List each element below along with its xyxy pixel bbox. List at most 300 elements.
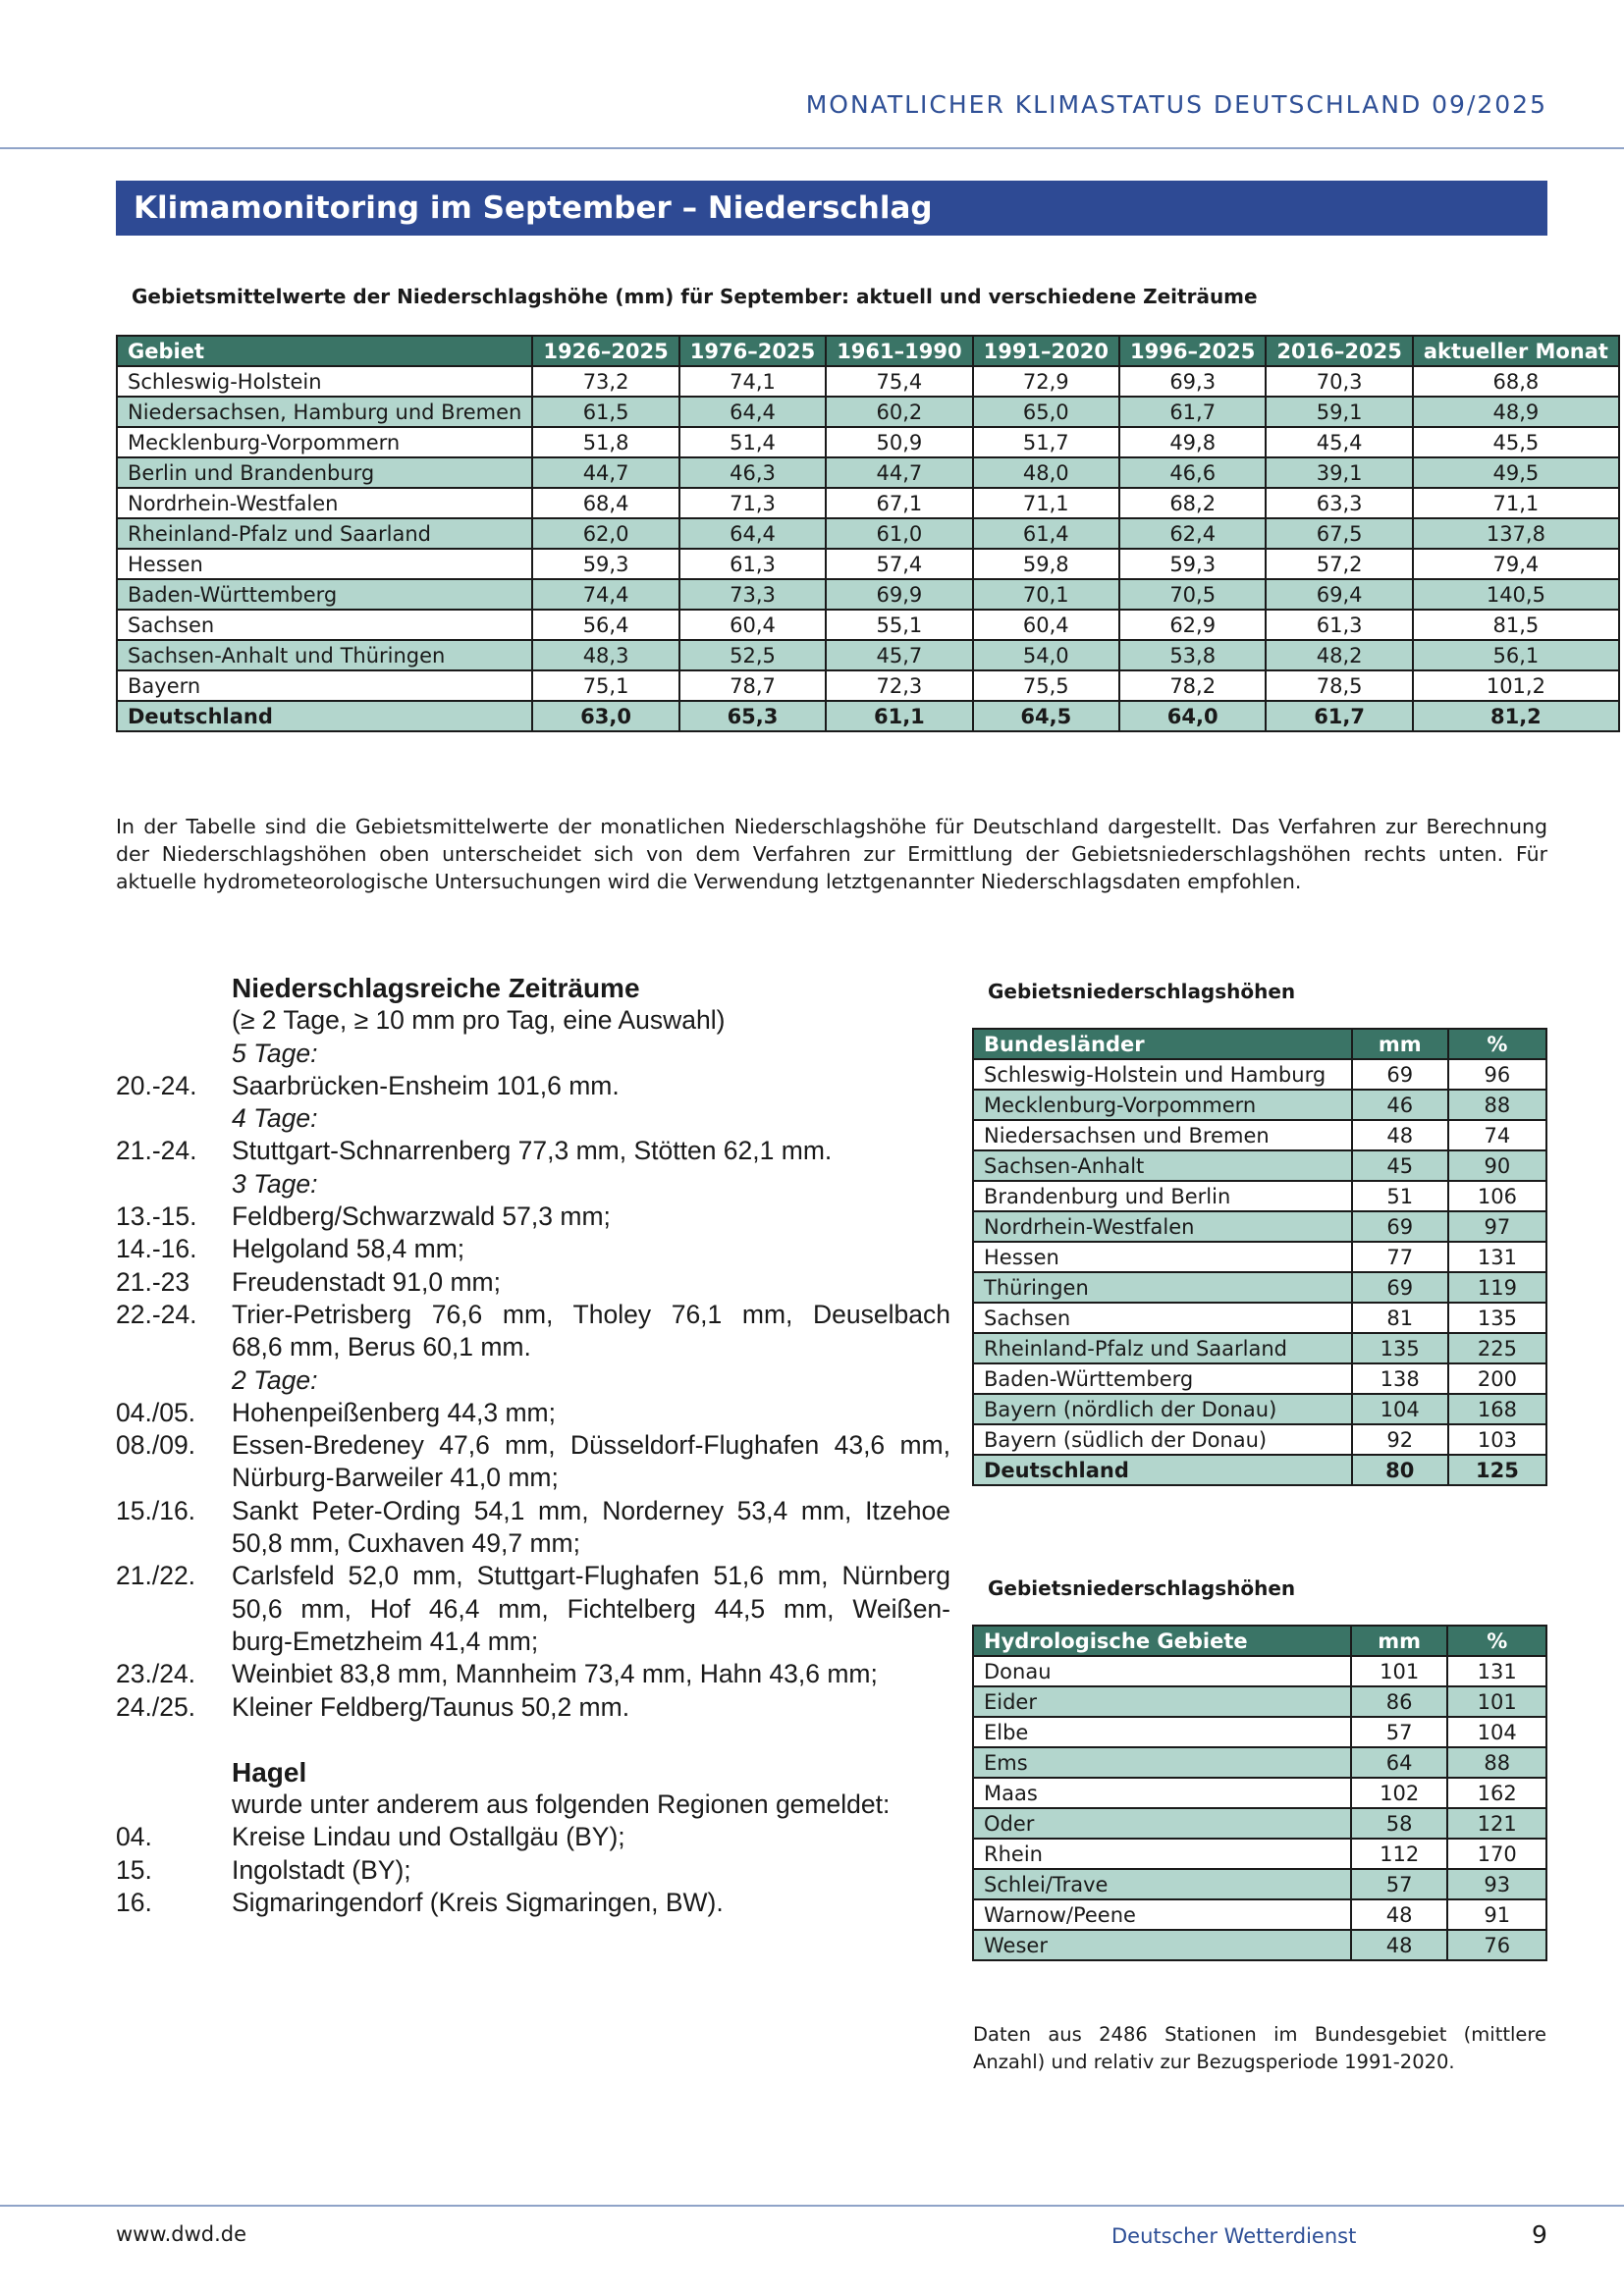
value-cell: 76 <box>1447 1930 1546 1960</box>
value-cell: 61,4 <box>973 518 1119 549</box>
table-row <box>973 1424 1546 1455</box>
table-row <box>117 579 1619 610</box>
table-row <box>973 1150 1546 1181</box>
value-cell: 78,7 <box>679 670 826 701</box>
value-cell: 48 <box>1351 1930 1448 1960</box>
organization-name: Deutscher Wetterdienst <box>1111 2224 1357 2248</box>
event-date: 21.-24. <box>116 1136 197 1166</box>
value-cell: 49,8 <box>1119 427 1266 457</box>
event-date: 15./16. <box>116 1495 196 1525</box>
table-row <box>973 1181 1546 1211</box>
total-row <box>973 1455 1546 1485</box>
federal-states-precipitation-table <box>972 1028 1547 1486</box>
event-text: Helgoland 58,4 mm; <box>232 1234 465 1264</box>
value-cell: 69,9 <box>826 579 972 610</box>
region-name-cell: Warnow/Peene <box>973 1899 1351 1930</box>
value-cell: 71,3 <box>679 488 826 518</box>
value-cell: 64,5 <box>973 701 1119 731</box>
region-name-cell: Eider <box>973 1686 1351 1717</box>
duration-label-row <box>116 1168 950 1201</box>
value-cell: 59,3 <box>1119 549 1266 579</box>
event-line <box>116 1495 950 1527</box>
value-cell: 101 <box>1447 1686 1546 1717</box>
column-header: 1991–2020 <box>973 336 1119 366</box>
value-cell: 135 <box>1448 1303 1546 1333</box>
value-cell: 162 <box>1447 1778 1546 1808</box>
value-cell: 68,4 <box>532 488 678 518</box>
region-name-cell: Niedersachsen, Hamburg und Bremen <box>117 397 532 427</box>
value-cell: 104 <box>1352 1394 1448 1424</box>
value-cell: 65,3 <box>679 701 826 731</box>
value-cell: 140,5 <box>1413 579 1619 610</box>
column-header: % <box>1447 1626 1546 1656</box>
table-row <box>117 518 1619 549</box>
column-header: aktueller Monat <box>1413 336 1619 366</box>
value-cell: 60,4 <box>679 610 826 640</box>
event-line <box>116 1429 950 1462</box>
value-cell: 48 <box>1352 1120 1448 1150</box>
value-cell: 57 <box>1351 1717 1448 1747</box>
region-name-cell: Brandenburg und Berlin <box>973 1181 1352 1211</box>
events-list <box>116 1038 950 1724</box>
event-text: Nürburg-Barweiler 41,0 mm; <box>232 1463 559 1493</box>
region-name-cell: Rhein <box>973 1839 1351 1869</box>
event-date <box>116 1331 232 1363</box>
table2-caption: Gebietsniederschlagshöhen <box>988 980 1296 1003</box>
value-cell: 86 <box>1351 1686 1448 1717</box>
footer-divider <box>0 2205 1624 2207</box>
value-cell: 64 <box>1351 1747 1448 1778</box>
value-cell: 61,7 <box>1266 701 1412 731</box>
value-cell: 39,1 <box>1266 457 1412 488</box>
value-cell: 93 <box>1447 1869 1546 1899</box>
value-cell: 59,8 <box>973 549 1119 579</box>
event-date: 23./24. <box>116 1659 196 1689</box>
region-name-cell: Schlei/Trave <box>973 1869 1351 1899</box>
value-cell: 74 <box>1448 1120 1546 1150</box>
event-date <box>116 1626 232 1658</box>
event-date: 15. <box>116 1854 152 1885</box>
event-text: Weinbiet 83,8 mm, Mannheim 73,4 mm, Hahn 43,6 mm; <box>232 1659 878 1689</box>
event-date: 24./25. <box>116 1691 196 1722</box>
table-row <box>973 1059 1546 1090</box>
table3-caption: Gebietsniederschlagshöhen <box>988 1576 1296 1600</box>
event-line <box>116 1331 950 1363</box>
region-name-cell: Schleswig-Holstein <box>117 366 532 397</box>
value-cell: 74,1 <box>679 366 826 397</box>
events-heading: Niederschlagsreiche Zeiträume <box>232 973 640 1003</box>
event-date: 14.-16. <box>116 1234 197 1264</box>
value-cell: 71,1 <box>973 488 1119 518</box>
table-row <box>973 1303 1546 1333</box>
event-text: Freudenstadt 91,0 mm; <box>232 1266 501 1297</box>
duration-label: 5 Tage: <box>232 1038 318 1068</box>
event-date: 21./22. <box>116 1561 196 1591</box>
table-row <box>973 1120 1546 1150</box>
value-cell: 131 <box>1447 1656 1546 1686</box>
table-row <box>117 670 1619 701</box>
value-cell: 68,8 <box>1413 366 1619 397</box>
value-cell: 49,5 <box>1413 457 1619 488</box>
event-text: Essen-Bredeney 47,6 mm, Düsseldorf-Flughafen 43,6 mm, <box>232 1430 950 1461</box>
event-text: Carlsfeld 52,0 mm, Stuttgart-Flughafen 51,6 mm, Nürnberg <box>232 1561 950 1591</box>
event-text: burg-Emetzheim 41,4 mm; <box>232 1626 539 1656</box>
value-cell: 119 <box>1448 1272 1546 1303</box>
table-row <box>973 1656 1546 1686</box>
event-line <box>116 1070 950 1102</box>
value-cell: 52,5 <box>679 640 826 670</box>
value-cell: 61,3 <box>1266 610 1412 640</box>
value-cell: 69,3 <box>1119 366 1266 397</box>
value-cell: 170 <box>1447 1839 1546 1869</box>
table-row <box>973 1363 1546 1394</box>
column-header: Gebiet <box>117 336 532 366</box>
duration-label-row <box>116 1038 950 1070</box>
event-date: 22.-24. <box>116 1299 197 1329</box>
data-source-note: Daten aus 2486 Stationen im Bundesgebiet (mittlere Anzahl) und relativ zur Bezugsperiode 1991-2020. <box>973 2023 1546 2073</box>
value-cell: 69 <box>1352 1272 1448 1303</box>
value-cell: 51,4 <box>679 427 826 457</box>
table-row <box>117 397 1619 427</box>
table-row <box>973 1717 1546 1747</box>
value-cell: 80 <box>1352 1455 1448 1485</box>
value-cell: 104 <box>1447 1717 1546 1747</box>
section-title: Klimamonitoring im September – Niederschlag <box>116 181 1547 236</box>
value-cell: 50,9 <box>826 427 972 457</box>
region-name-cell: Schleswig-Holstein und Hamburg <box>973 1059 1352 1090</box>
value-cell: 48 <box>1351 1899 1448 1930</box>
event-line <box>116 1397 950 1429</box>
value-cell: 59,3 <box>532 549 678 579</box>
table-explanation: In der Tabelle sind die Gebietsmittelwerte der monatlichen Niederschlagshöhe für Deutschland dargestellt. Das Verfahren zur Berechnung der Niederschlagshöhen oben unterscheidet sich von dem Verfahren zur Ermittlung der Gebietsniederschlagshöhen rechts unten. Für aktuelle hydrometeorologische Untersuchungen wird die Verwendung letztgenannter Niederschlagsdaten empfohlen. <box>116 815 1547 893</box>
value-cell: 69,4 <box>1266 579 1412 610</box>
hail-list <box>116 1821 950 1919</box>
value-cell: 72,9 <box>973 366 1119 397</box>
spacer <box>116 1102 232 1135</box>
value-cell: 81 <box>1352 1303 1448 1333</box>
column-header: % <box>1448 1029 1546 1059</box>
value-cell: 55,1 <box>826 610 972 640</box>
value-cell: 138 <box>1352 1363 1448 1394</box>
value-cell: 103 <box>1448 1424 1546 1455</box>
column-header: Bundesländer <box>973 1029 1352 1059</box>
value-cell: 46,6 <box>1119 457 1266 488</box>
region-name-cell: Deutschland <box>973 1455 1352 1485</box>
value-cell: 62,9 <box>1119 610 1266 640</box>
table-header-row <box>973 1029 1546 1059</box>
region-name-cell: Donau <box>973 1656 1351 1686</box>
precipitation-events <box>116 972 950 1919</box>
value-cell: 61,0 <box>826 518 972 549</box>
value-cell: 62,0 <box>532 518 678 549</box>
website-link[interactable]: www.dwd.de <box>116 2222 247 2246</box>
region-name-cell: Berlin und Brandenburg <box>117 457 532 488</box>
duration-label: 2 Tage: <box>232 1364 318 1395</box>
event-text: Sankt Peter-Ording 54,1 mm, Norderney 53,4 mm, Itzehoe <box>232 1495 950 1525</box>
value-cell: 48,3 <box>532 640 678 670</box>
value-cell: 67,1 <box>826 488 972 518</box>
region-name-cell: Weser <box>973 1930 1351 1960</box>
event-line <box>116 1887 950 1919</box>
event-text: Sigmaringendorf (Kreis Sigmaringen, BW). <box>232 1888 724 1918</box>
table-row <box>973 1394 1546 1424</box>
region-name-cell: Baden-Württemberg <box>973 1363 1352 1394</box>
value-cell: 44,7 <box>826 457 972 488</box>
value-cell: 135 <box>1352 1333 1448 1363</box>
value-cell: 70,5 <box>1119 579 1266 610</box>
hydrological-areas-precipitation-table <box>972 1625 1547 1961</box>
region-name-cell: Deutschland <box>117 701 532 731</box>
table-row <box>973 1839 1546 1869</box>
region-name-cell: Oder <box>973 1808 1351 1839</box>
region-name-cell: Nordrhein-Westfalen <box>973 1211 1352 1242</box>
region-name-cell: Elbe <box>973 1717 1351 1747</box>
value-cell: 131 <box>1448 1242 1546 1272</box>
event-date: 13.-15. <box>116 1201 197 1232</box>
value-cell: 61,1 <box>826 701 972 731</box>
event-line <box>116 1691 950 1724</box>
spacer <box>116 1364 232 1397</box>
region-name-cell: Thüringen <box>973 1272 1352 1303</box>
spacer <box>116 1038 232 1070</box>
value-cell: 59,1 <box>1266 397 1412 427</box>
region-name-cell: Mecklenburg-Vorpommern <box>973 1090 1352 1120</box>
event-line <box>116 1135 950 1167</box>
column-header: 2016–2025 <box>1266 336 1412 366</box>
spacer <box>116 1168 232 1201</box>
hail-heading: Hagel <box>232 1756 307 1788</box>
duration-label-row <box>116 1364 950 1397</box>
event-line <box>116 1626 950 1658</box>
value-cell: 92 <box>1352 1424 1448 1455</box>
value-cell: 121 <box>1447 1808 1546 1839</box>
event-text: 50,6 mm, Hof 46,4 mm, Fichtelberg 44,5 mm, Weißen- <box>232 1593 950 1624</box>
value-cell: 57,2 <box>1266 549 1412 579</box>
event-text: Saarbrücken-Ensheim 101,6 mm. <box>232 1070 620 1100</box>
value-cell: 79,4 <box>1413 549 1619 579</box>
region-name-cell: Bayern <box>117 670 532 701</box>
value-cell: 63,0 <box>532 701 678 731</box>
column-header: mm <box>1351 1626 1448 1656</box>
table-row <box>117 457 1619 488</box>
value-cell: 61,7 <box>1119 397 1266 427</box>
value-cell: 45,7 <box>826 640 972 670</box>
event-text: 50,8 mm, Cuxhaven 49,7 mm; <box>232 1528 580 1559</box>
value-cell: 64,0 <box>1119 701 1266 731</box>
value-cell: 57 <box>1351 1869 1448 1899</box>
value-cell: 78,5 <box>1266 670 1412 701</box>
value-cell: 75,4 <box>826 366 972 397</box>
region-name-cell: Sachsen-Anhalt <box>973 1150 1352 1181</box>
event-line <box>116 1266 950 1299</box>
region-name-cell: Mecklenburg-Vorpommern <box>117 427 532 457</box>
value-cell: 137,8 <box>1413 518 1619 549</box>
value-cell: 106 <box>1448 1181 1546 1211</box>
page-number: 9 <box>1532 2220 1547 2249</box>
value-cell: 77 <box>1352 1242 1448 1272</box>
value-cell: 45,4 <box>1266 427 1412 457</box>
table-row <box>973 1242 1546 1272</box>
region-name-cell: Sachsen-Anhalt und Thüringen <box>117 640 532 670</box>
region-name-cell: Rheinland-Pfalz und Saarland <box>973 1333 1352 1363</box>
value-cell: 225 <box>1448 1333 1546 1363</box>
value-cell: 57,4 <box>826 549 972 579</box>
table-row <box>117 488 1619 518</box>
region-name-cell: Sachsen <box>117 610 532 640</box>
table-header-row <box>117 336 1619 366</box>
duration-label-row <box>116 1102 950 1135</box>
event-date <box>116 1593 232 1626</box>
table-row <box>117 610 1619 640</box>
events-subheading: (≥ 2 Tage, ≥ 10 mm pro Tag, eine Auswahl) <box>232 1005 726 1036</box>
value-cell: 75,1 <box>532 670 678 701</box>
table-row <box>117 640 1619 670</box>
event-date: 20.-24. <box>116 1070 197 1100</box>
value-cell: 71,1 <box>1413 488 1619 518</box>
event-line <box>116 1201 950 1233</box>
event-text: Feldberg/Schwarzwald 57,3 mm; <box>232 1201 611 1232</box>
event-date: 08./09. <box>116 1430 196 1461</box>
table-row <box>973 1333 1546 1363</box>
event-text: Ingolstadt (BY); <box>232 1854 411 1885</box>
region-name-cell: Maas <box>973 1778 1351 1808</box>
table-row <box>973 1778 1546 1808</box>
value-cell: 200 <box>1448 1363 1546 1394</box>
table-row <box>973 1899 1546 1930</box>
column-header: mm <box>1352 1029 1448 1059</box>
table-row <box>117 366 1619 397</box>
value-cell: 73,3 <box>679 579 826 610</box>
value-cell: 56,4 <box>532 610 678 640</box>
value-cell: 54,0 <box>973 640 1119 670</box>
value-cell: 102 <box>1351 1778 1448 1808</box>
value-cell: 65,0 <box>973 397 1119 427</box>
value-cell: 53,8 <box>1119 640 1266 670</box>
value-cell: 101,2 <box>1413 670 1619 701</box>
hail-intro: wurde unter anderem aus folgenden Regionen gemeldet: <box>232 1789 891 1820</box>
event-line <box>116 1527 950 1560</box>
table-row <box>117 427 1619 457</box>
value-cell: 45,5 <box>1413 427 1619 457</box>
value-cell: 45 <box>1352 1150 1448 1181</box>
table1-caption: Gebietsmittelwerte der Niederschlagshöhe (mm) für September: aktuell und verschiedene Zeiträume <box>132 285 1258 308</box>
precipitation-period-table <box>116 335 1620 732</box>
table-row <box>973 1090 1546 1120</box>
event-text: Kleiner Feldberg/Taunus 50,2 mm. <box>232 1691 630 1722</box>
value-cell: 70,3 <box>1266 366 1412 397</box>
table-row <box>973 1869 1546 1899</box>
table-row <box>973 1686 1546 1717</box>
region-name-cell: Baden-Württemberg <box>117 579 532 610</box>
value-cell: 56,1 <box>1413 640 1619 670</box>
value-cell: 125 <box>1448 1455 1546 1485</box>
value-cell: 61,5 <box>532 397 678 427</box>
event-text: Trier-Petrisberg 76,6 mm, Tholey 76,1 mm, Deuselbach <box>232 1299 950 1329</box>
value-cell: 67,5 <box>1266 518 1412 549</box>
value-cell: 64,4 <box>679 397 826 427</box>
event-line <box>116 1821 950 1853</box>
table-row <box>117 549 1619 579</box>
table-row <box>973 1930 1546 1960</box>
value-cell: 72,3 <box>826 670 972 701</box>
region-name-cell: Hessen <box>973 1242 1352 1272</box>
value-cell: 48,9 <box>1413 397 1619 427</box>
value-cell: 112 <box>1351 1839 1448 1869</box>
region-name-cell: Bayern (südlich der Donau) <box>973 1424 1352 1455</box>
value-cell: 61,3 <box>679 549 826 579</box>
value-cell: 51,7 <box>973 427 1119 457</box>
region-name-cell: Nordrhein-Westfalen <box>117 488 532 518</box>
region-name-cell: Rheinland-Pfalz und Saarland <box>117 518 532 549</box>
value-cell: 51,8 <box>532 427 678 457</box>
event-text: Kreise Lindau und Ostallgäu (BY); <box>232 1822 625 1852</box>
value-cell: 58 <box>1351 1808 1448 1839</box>
region-name-cell: Ems <box>973 1747 1351 1778</box>
event-text: Stuttgart-Schnarrenberg 77,3 mm, Stötten 62,1 mm. <box>232 1136 833 1166</box>
value-cell: 88 <box>1447 1747 1546 1778</box>
value-cell: 51 <box>1352 1181 1448 1211</box>
value-cell: 48,0 <box>973 457 1119 488</box>
column-header: Hydrologische Gebiete <box>973 1626 1351 1656</box>
region-name-cell: Hessen <box>117 549 532 579</box>
document-header-title: MONATLICHER KLIMASTATUS DEUTSCHLAND 09/2025 <box>805 90 1547 119</box>
table-row <box>973 1747 1546 1778</box>
event-text: 68,6 mm, Berus 60,1 mm. <box>232 1332 531 1362</box>
value-cell: 81,5 <box>1413 610 1619 640</box>
value-cell: 69 <box>1352 1211 1448 1242</box>
event-date: 21.-23 <box>116 1266 190 1297</box>
value-cell: 46 <box>1352 1090 1448 1120</box>
event-line <box>116 1658 950 1690</box>
value-cell: 96 <box>1448 1059 1546 1090</box>
event-line <box>116 1299 950 1331</box>
column-header: 1976–2025 <box>679 336 826 366</box>
event-text: Hohenpeißenberg 44,3 mm; <box>232 1397 556 1427</box>
event-date: 04./05. <box>116 1397 196 1427</box>
value-cell: 68,2 <box>1119 488 1266 518</box>
event-date: 16. <box>116 1888 152 1918</box>
table-row <box>973 1211 1546 1242</box>
value-cell: 63,3 <box>1266 488 1412 518</box>
value-cell: 62,4 <box>1119 518 1266 549</box>
value-cell: 101 <box>1351 1656 1448 1686</box>
column-header: 1996–2025 <box>1119 336 1266 366</box>
event-line <box>116 1233 950 1265</box>
table-row <box>973 1808 1546 1839</box>
event-date: 04. <box>116 1822 152 1852</box>
value-cell: 97 <box>1448 1211 1546 1242</box>
event-line <box>116 1593 950 1626</box>
value-cell: 46,3 <box>679 457 826 488</box>
value-cell: 168 <box>1448 1394 1546 1424</box>
value-cell: 48,2 <box>1266 640 1412 670</box>
value-cell: 90 <box>1448 1150 1546 1181</box>
value-cell: 73,2 <box>532 366 678 397</box>
event-line <box>116 1854 950 1887</box>
value-cell: 91 <box>1447 1899 1546 1930</box>
value-cell: 81,2 <box>1413 701 1619 731</box>
total-row <box>117 701 1619 731</box>
table-row <box>973 1272 1546 1303</box>
event-line <box>116 1462 950 1494</box>
region-name-cell: Bayern (nördlich der Donau) <box>973 1394 1352 1424</box>
value-cell: 78,2 <box>1119 670 1266 701</box>
value-cell: 60,4 <box>973 610 1119 640</box>
value-cell: 44,7 <box>532 457 678 488</box>
value-cell: 75,5 <box>973 670 1119 701</box>
event-date <box>116 1462 232 1494</box>
value-cell: 64,4 <box>679 518 826 549</box>
